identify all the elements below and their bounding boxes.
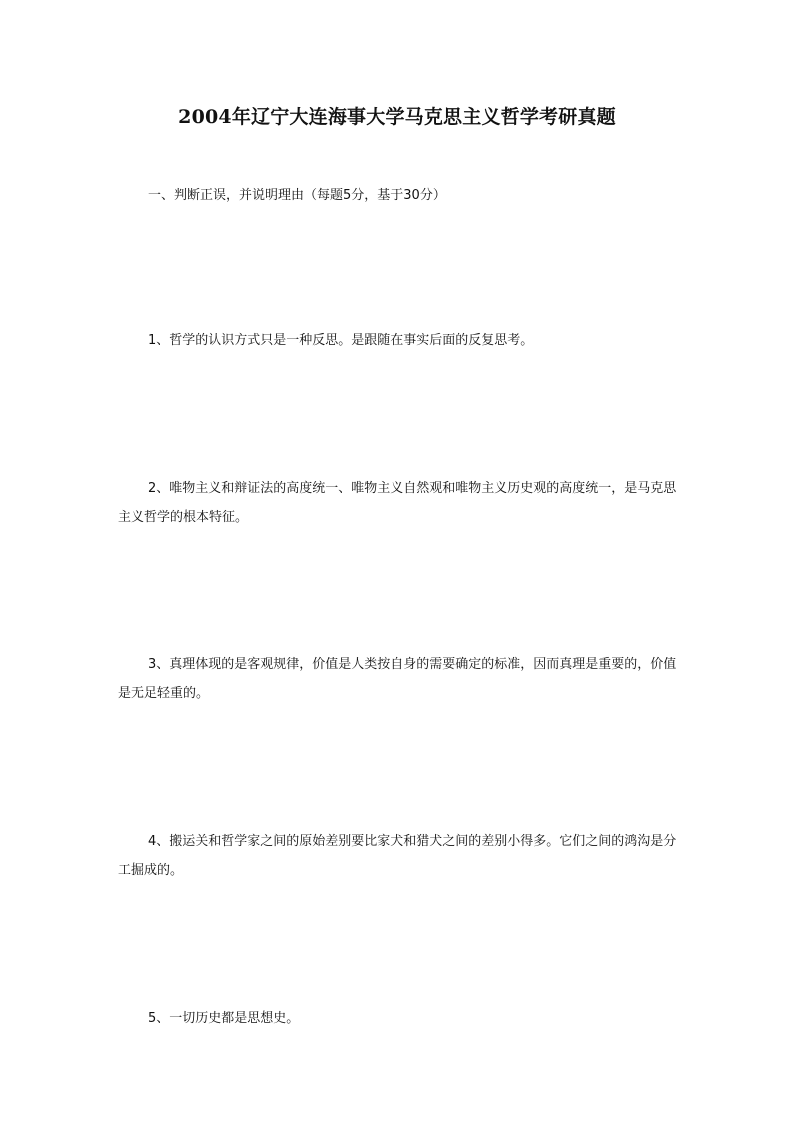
question-item: 2、唯物主义和辩证法的高度统一、唯物主义自然观和唯物主义历史观的高度统一，是马克思主义哲学的根本特征。 <box>118 481 677 525</box>
question-item: 3、真理体现的是客观规律，价值是人类按自身的需要确定的标准，因而真理是重要的，价值是无足轻重的。 <box>118 657 677 701</box>
question-item: 5、一切历史都是思想史。 <box>148 1011 300 1026</box>
section-heading: 一、判断正误，并说明理由（每题5分，基于30分） <box>148 188 446 203</box>
page-title: 2004年辽宁大连海事大学马克思主义哲学考研真题 <box>178 106 616 128</box>
question-item: 4、搬运关和哲学家之间的原始差别要比家犬和猎犬之间的差别小得多。它们之间的鸿沟是分工掘成的。 <box>118 834 677 878</box>
question-item: 1、哲学的认识方式只是一种反思。是跟随在事实后面的反复思考。 <box>148 333 534 348</box>
